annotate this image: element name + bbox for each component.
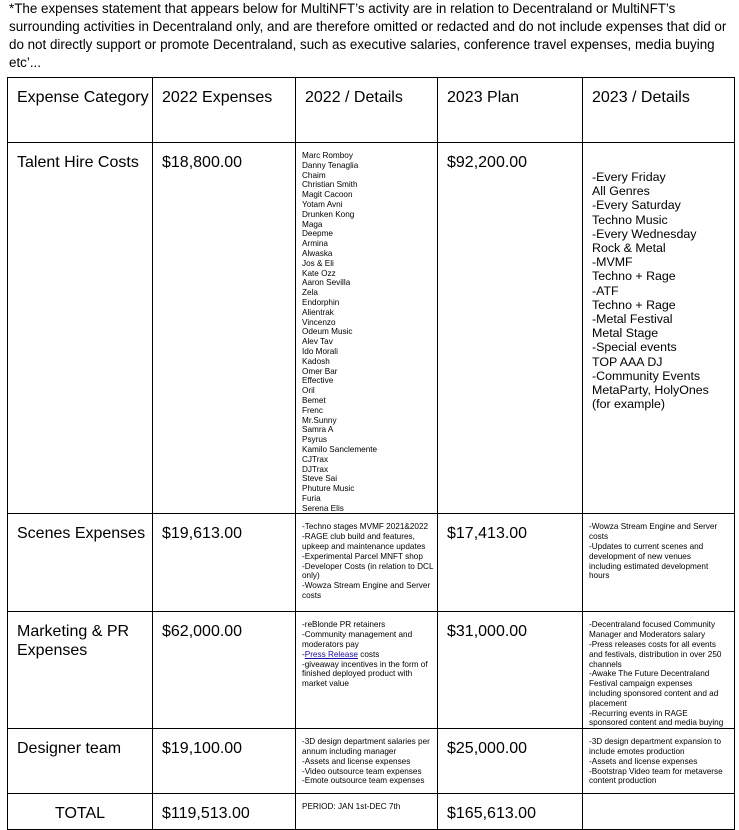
table-row-talent xyxy=(8,143,735,514)
table-row-total xyxy=(8,794,735,830)
intro-note: *The expenses statement that appears below for MultiNFT’s activity are in relation to Decentraland or MultiNFT’s surrounding activities in Decentraland only, and are therefore omitted or redacted and do not include expenses that did or do not directly support or promote Decentraland, such as executive salaries, conference travel expenses, media buying etc’... xyxy=(9,1,727,70)
talent-2022-amount: $18,800.00 xyxy=(153,143,296,514)
period-text: PERIOD: JAN 1st-DEC 7th xyxy=(296,794,438,830)
scenes-2022-amount: $19,613.00 xyxy=(153,514,296,612)
designer-2022-details: -3D design department salaries per annum including manager -Assets and license expenses -Video outsource team expenses -Emote outsource team expenses xyxy=(296,729,438,794)
table-row-designer xyxy=(8,729,735,794)
scenes-2023-details: -Wowza Stream Engine and Server costs -Updates to current scenes and development of new venues including estimated development hours xyxy=(583,514,735,612)
header-category: Expense Category xyxy=(8,78,153,143)
total-2023-amount: $165,613.00 xyxy=(438,794,583,830)
header-2022-expenses: 2022 Expenses xyxy=(153,78,296,143)
total-2022-amount: $119,513.00 xyxy=(153,794,296,830)
designer-2022-amount: $19,100.00 xyxy=(153,729,296,794)
header-row xyxy=(8,78,735,143)
scenes-2022-details: -Techno stages MVMF 2021&2022 -RAGE club build and features, upkeep and maintenance updates -Experimental Parcel MNFT shop -Developer Costs (in relation to DCL only) -Wowza Stream Engine and Server costs xyxy=(296,514,438,612)
talent-2023-details: -Every Friday All Genres -Every Saturday Techno Music -Every Wednesday Rock & Metal -MVMF Techno + Rage -ATF Techno + Rage -Metal Festival Metal Stage -Special events TOP AAA DJ -Community Events MetaParty, HolyOnes (for example) xyxy=(583,143,735,514)
marketing-2022-amount: $62,000.00 xyxy=(153,612,296,729)
table-row-scenes xyxy=(8,514,735,612)
header-2023-plan: 2023 Plan xyxy=(438,78,583,143)
table-row-marketing xyxy=(8,612,735,729)
press-release-link[interactable]: Press Release xyxy=(304,649,358,659)
total-empty-cell xyxy=(583,794,735,830)
category-scenes: Scenes Expenses xyxy=(8,514,153,612)
marketing-2023-amount: $31,000.00 xyxy=(438,612,583,729)
category-talent: Talent Hire Costs xyxy=(8,143,153,514)
marketing-2023-details: -Decentraland focused Community Manager and Moderators salary -Press releases costs for all events and festivals, distribution in over 250 channels -Awake The Future Decentraland Festival campaign expenses including sponsored content and ad placement -Recurring events in RAGE sponsored content and media buying xyxy=(583,612,735,729)
scenes-2023-amount: $17,413.00 xyxy=(438,514,583,612)
designer-2023-details: -3D design department expansion to include emotes production -Assets and license expenses -Bootstrap Video team for metaverse content production xyxy=(583,729,735,794)
designer-2023-amount: $25,000.00 xyxy=(438,729,583,794)
header-2022-details: 2022 / Details xyxy=(296,78,438,143)
talent-artist-list: Marc Romboy Danny Tenaglia Chaim Christian Smith Magit Cacoon Yotam Avni Drunken Kong Maga Deepme Armina Alwaska Jos & Eli Kate Ozz Aaron Sevilla Zela Endorphin Alientrak Vincenzo Odeum Music Alev Tav Ido Morali Kadosh Omer Bar Effective Oril Bemet Frenc Mr.Sunny Samra A Psyrus Kamilo Sanclemente CJTrax DJTrax Steve Sai Phuture Music Furia Serena Elis xyxy=(296,143,438,514)
total-label: TOTAL xyxy=(8,794,153,830)
talent-2023-amount: $92,200.00 xyxy=(438,143,583,514)
header-2023-details: 2023 / Details xyxy=(583,78,735,143)
category-marketing: Marketing & PR Expenses xyxy=(8,612,153,729)
marketing-2022-details: -reBlonde PR retainers -Community management and moderators pay -Press Release costs -giveaway incentives in the form of finished deployed product with market value xyxy=(296,612,438,729)
expenses-table xyxy=(7,77,735,830)
category-designer: Designer team xyxy=(8,729,153,794)
